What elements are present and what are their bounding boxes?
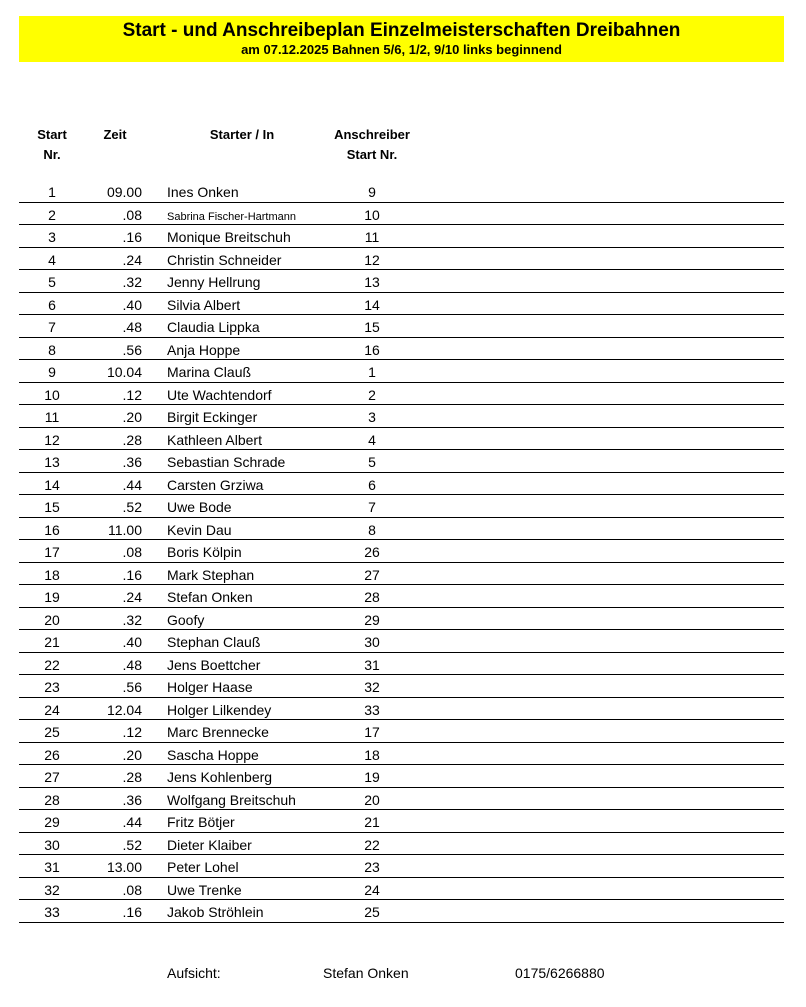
starter-name-cell: Jens Boettcher: [167, 656, 261, 673]
scorer-nr-cell: 1: [368, 364, 376, 380]
time-cell: .28: [122, 769, 142, 785]
starter-name-cell: Mark Stephan: [167, 566, 255, 583]
time-cell: .16: [122, 566, 142, 583]
time-cell: .36: [122, 454, 142, 470]
table-row: [19, 495, 784, 518]
starter-name-cell: Sascha Hoppe: [167, 746, 259, 763]
footer-supervisor-name: Stefan Onken: [323, 965, 409, 981]
time-cell: .20: [122, 409, 142, 425]
scorer-nr-cell: 8: [368, 521, 376, 538]
start-nr-cell: 11: [44, 409, 60, 425]
table-row: [19, 563, 784, 586]
table-row: [19, 225, 784, 248]
starter-name-cell: Sebastian Schrade: [167, 454, 286, 470]
start-nr-cell: 14: [44, 476, 60, 493]
starter-name-cell: Uwe Trenke: [167, 881, 242, 898]
table-row: [19, 518, 784, 541]
time-cell: .32: [122, 611, 142, 628]
page-title: Start - und Anschreibeplan Einzelmeisterschaften Dreibahnen: [122, 20, 681, 41]
starter-name-cell: Jenny Hellrung: [167, 274, 261, 290]
start-nr-cell: 33: [44, 904, 60, 920]
start-nr-cell: 28: [44, 791, 60, 808]
starter-name-cell: Jakob Ströhlein: [167, 904, 264, 920]
table-row: [19, 810, 784, 833]
start-nr-cell: 22: [44, 656, 60, 673]
scorer-nr-cell: 14: [364, 296, 380, 313]
table-row: [19, 900, 784, 923]
time-cell: .36: [122, 791, 142, 808]
starter-name-cell: Marc Brennecke: [167, 724, 269, 740]
table-row: [19, 653, 784, 676]
scorer-nr-cell: 16: [364, 341, 380, 358]
start-nr-cell: 10: [44, 386, 60, 403]
time-cell: .52: [122, 836, 142, 853]
table-row: [19, 315, 784, 338]
scorer-nr-cell: 2: [368, 386, 376, 403]
start-nr-cell: 23: [44, 679, 60, 695]
start-nr-cell: 4: [48, 251, 56, 268]
starter-name-cell: Holger Lilkendey: [167, 701, 272, 718]
table-row: [19, 270, 784, 293]
header-start-nr-line1: Start: [37, 127, 67, 142]
header-scorer: [322, 125, 422, 165]
start-nr-cell: 1: [48, 184, 56, 200]
scorer-nr-cell: 21: [364, 814, 380, 830]
table-row: [19, 473, 784, 496]
scorer-nr-cell: 22: [364, 836, 380, 853]
start-nr-cell: 26: [44, 746, 60, 763]
page-subtitle: am 07.12.2025 Bahnen 5/6, 1/2, 9/10 links beginnend: [241, 42, 562, 57]
starter-name-cell: Sabrina Fischer-Hartmann: [167, 210, 296, 223]
scorer-nr-cell: 4: [368, 431, 376, 448]
scorer-nr-cell: 23: [364, 859, 380, 875]
start-nr-cell: 19: [44, 589, 60, 605]
table-row: [19, 765, 784, 788]
start-nr-cell: 9: [48, 364, 56, 380]
time-cell: .24: [122, 251, 142, 268]
title-banner: [19, 16, 784, 62]
starter-name-cell: Christin Schneider: [167, 251, 282, 268]
start-list-table: [19, 180, 784, 923]
scorer-nr-cell: 7: [368, 499, 376, 515]
header-scorer-line2: Start Nr.: [346, 147, 398, 162]
time-cell: .20: [122, 746, 142, 763]
table-row: [19, 360, 784, 383]
time-cell: .28: [122, 431, 142, 448]
table-row: [19, 833, 784, 856]
start-nr-cell: 17: [44, 544, 60, 560]
scorer-nr-cell: 10: [364, 206, 380, 223]
header-starter-label: Starter / In: [209, 127, 275, 142]
start-nr-cell: 15: [44, 499, 60, 515]
time-cell: .40: [122, 296, 142, 313]
start-nr-cell: 20: [44, 611, 60, 628]
table-row: [19, 855, 784, 878]
starter-name-cell: Ute Wachtendorf: [167, 386, 272, 403]
starter-name-cell: Kevin Dau: [167, 521, 232, 538]
table-row: [19, 428, 784, 451]
starter-name-cell: Carsten Grziwa: [167, 476, 264, 493]
footer-supervisor-label: Aufsicht:: [167, 965, 221, 981]
header-starter: [192, 125, 292, 145]
table-row: [19, 608, 784, 631]
start-nr-cell: 25: [44, 724, 60, 740]
time-cell: .40: [122, 634, 142, 650]
time-cell: .48: [122, 656, 142, 673]
scorer-nr-cell: 29: [364, 611, 380, 628]
time-cell: 13.00: [106, 859, 142, 875]
table-row: [19, 383, 784, 406]
scorer-nr-cell: 30: [364, 634, 380, 650]
table-row: [19, 338, 784, 361]
starter-name-cell: Claudia Lippka: [167, 319, 260, 335]
start-nr-cell: 30: [44, 836, 60, 853]
time-cell: .12: [122, 386, 142, 403]
scorer-nr-cell: 3: [368, 409, 376, 425]
scorer-nr-cell: 12: [364, 251, 380, 268]
time-cell: 09.00: [106, 184, 142, 200]
table-row: [19, 180, 784, 203]
header-time-label: Zeit: [103, 127, 127, 142]
start-nr-cell: 29: [44, 814, 60, 830]
scorer-nr-cell: 31: [364, 656, 380, 673]
time-cell: .52: [122, 499, 142, 515]
time-cell: .44: [122, 814, 142, 830]
table-row: [19, 405, 784, 428]
table-row: [19, 203, 784, 226]
header-start-nr: [27, 125, 77, 165]
starter-name-cell: Goofy: [167, 611, 205, 628]
start-nr-cell: 21: [44, 634, 60, 650]
time-cell: .56: [122, 341, 142, 358]
scorer-nr-cell: 18: [364, 746, 380, 763]
starter-name-cell: Peter Lohel: [167, 859, 239, 875]
time-cell: .12: [122, 724, 142, 740]
header-time: [92, 125, 138, 145]
time-cell: 11.00: [108, 521, 142, 538]
start-nr-cell: 32: [44, 881, 60, 898]
start-nr-cell: 31: [44, 859, 60, 875]
start-nr-cell: 16: [44, 521, 60, 538]
time-cell: .08: [122, 544, 142, 560]
starter-name-cell: Stefan Onken: [167, 589, 253, 605]
starter-name-cell: Dieter Klaiber: [167, 836, 252, 853]
start-nr-cell: 18: [44, 566, 60, 583]
time-cell: .08: [122, 881, 142, 898]
time-cell: 12.04: [106, 701, 142, 718]
scorer-nr-cell: 20: [364, 791, 380, 808]
table-row: [19, 248, 784, 271]
scorer-nr-cell: 11: [364, 229, 380, 245]
time-cell: .16: [122, 904, 142, 920]
header-start-nr-line2: Nr.: [43, 147, 61, 162]
time-cell: .32: [122, 274, 142, 290]
time-cell: .56: [122, 679, 142, 695]
time-cell: .48: [122, 319, 142, 335]
starter-name-cell: Marina Clauß: [167, 364, 252, 380]
scorer-nr-cell: 26: [364, 544, 380, 560]
table-row: [19, 720, 784, 743]
starter-name-cell: Stephan Clauß: [167, 634, 261, 650]
table-row: [19, 788, 784, 811]
scorer-nr-cell: 32: [364, 679, 380, 695]
start-nr-cell: 12: [44, 431, 60, 448]
start-nr-cell: 5: [48, 274, 56, 290]
scorer-nr-cell: 13: [364, 274, 380, 290]
start-nr-cell: 8: [48, 341, 56, 358]
starter-name-cell: Anja Hoppe: [167, 341, 241, 358]
start-nr-cell: 7: [48, 319, 56, 335]
footer-supervisor-phone: 0175/6266880: [515, 965, 605, 981]
scorer-nr-cell: 27: [364, 566, 380, 583]
time-cell: .08: [122, 206, 142, 223]
table-row: [19, 630, 784, 653]
scorer-nr-cell: 33: [364, 701, 380, 718]
scorer-nr-cell: 28: [364, 589, 380, 605]
start-nr-cell: 13: [44, 454, 60, 470]
table-row: [19, 743, 784, 766]
start-nr-cell: 3: [48, 229, 56, 245]
scorer-nr-cell: 25: [364, 904, 380, 920]
scorer-nr-cell: 24: [364, 881, 380, 898]
table-row: [19, 585, 784, 608]
start-nr-cell: 6: [48, 296, 56, 313]
table-row: [19, 540, 784, 563]
starter-name-cell: Monique Breitschuh: [167, 229, 291, 245]
scorer-nr-cell: 15: [364, 319, 380, 335]
scorer-nr-cell: 6: [368, 476, 376, 493]
starter-name-cell: Wolfgang Breitschuh: [167, 791, 296, 808]
scorer-nr-cell: 19: [364, 769, 380, 785]
starter-name-cell: Kathleen Albert: [167, 431, 262, 448]
table-row: [19, 698, 784, 721]
time-cell: .44: [122, 476, 142, 493]
starter-name-cell: Ines Onken: [167, 184, 239, 200]
starter-name-cell: Fritz Bötjer: [167, 814, 235, 830]
time-cell: .24: [122, 589, 142, 605]
starter-name-cell: Birgit Eckinger: [167, 409, 258, 425]
start-nr-cell: 2: [48, 206, 56, 223]
starter-name-cell: Silvia Albert: [167, 296, 241, 313]
scorer-nr-cell: 9: [368, 184, 376, 200]
starter-name-cell: Uwe Bode: [167, 499, 232, 515]
start-nr-cell: 24: [44, 701, 60, 718]
starter-name-cell: Holger Haase: [167, 679, 253, 695]
table-row: [19, 878, 784, 901]
scorer-nr-cell: 17: [364, 724, 380, 740]
table-row: [19, 675, 784, 698]
time-cell: 10.04: [106, 364, 142, 380]
header-scorer-line1: Anschreiber: [334, 127, 410, 142]
scorer-nr-cell: 5: [368, 454, 376, 470]
starter-name-cell: Jens Kohlenberg: [167, 769, 273, 785]
starter-name-cell: Boris Kölpin: [167, 544, 242, 560]
time-cell: .16: [122, 229, 142, 245]
start-nr-cell: 27: [44, 769, 60, 785]
table-row: [19, 293, 784, 316]
table-row: [19, 450, 784, 473]
